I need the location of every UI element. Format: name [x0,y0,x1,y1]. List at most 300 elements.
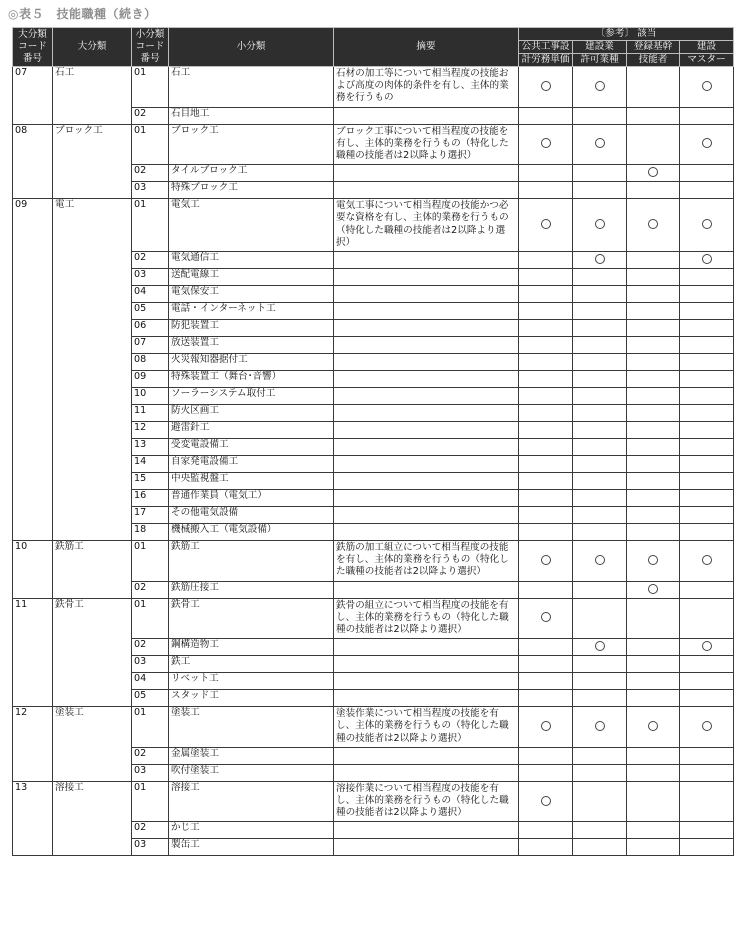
table-row [13,781,734,822]
construction-master-mark-circle-icon [702,254,712,264]
skill-category-table [12,27,734,856]
reference-cell [680,781,734,822]
minor-name-cell: 特殊ブロック工 [169,182,334,199]
reference-cell [573,124,627,165]
reference-cell [519,354,573,371]
reference-cell [519,639,573,656]
minor-code-cell: 01 [132,781,169,822]
major-code-cell: 11 [13,598,53,707]
reference-cell [519,388,573,405]
header-major-name: 大分類 [53,28,132,67]
reference-cell [573,822,627,839]
reference-cell [573,252,627,269]
reference-cell [627,107,680,124]
reference-cell [573,371,627,388]
reference-cell [627,581,680,598]
reference-cell [519,107,573,124]
table-row [13,67,734,108]
reference-cell [680,673,734,690]
reference-cell [680,439,734,456]
reference-cell [573,690,627,707]
minor-name-cell: 電気通信工 [169,252,334,269]
reference-cell [519,781,573,822]
reference-cell [627,388,680,405]
reference-cell [627,764,680,781]
reference-cell [519,405,573,422]
minor-name-cell: 放送装置工 [169,337,334,354]
minor-name-cell: 吹付塗装工 [169,764,334,781]
reference-cell [519,165,573,182]
major-name-cell: 鉄骨工 [53,598,132,707]
summary-cell [334,456,519,473]
minor-name-cell: 送配電線工 [169,269,334,286]
summary-cell [334,303,519,320]
reference-cell [627,371,680,388]
header-ref-col-4: 建設 [680,41,734,54]
registered-core-technician-mark-circle-icon [648,219,658,229]
reference-cell [680,581,734,598]
reference-cell [680,337,734,354]
minor-name-cell: 溶接工 [169,781,334,822]
minor-code-cell: 02 [132,252,169,269]
minor-name-cell: 電気保安工 [169,286,334,303]
reference-cell [680,67,734,108]
header-summary: 摘要 [334,28,519,67]
summary-cell [334,388,519,405]
reference-cell [680,456,734,473]
reference-cell [573,781,627,822]
reference-cell [519,747,573,764]
reference-cell [519,764,573,781]
minor-name-cell: 普通作業員（電気工） [169,490,334,507]
reference-cell [680,690,734,707]
major-code-cell: 08 [13,124,53,199]
minor-name-cell: ブロック工 [169,124,334,165]
minor-code-cell: 12 [132,422,169,439]
reference-cell [680,182,734,199]
major-name-cell: 鉄筋工 [53,541,132,599]
reference-cell [627,439,680,456]
reference-cell [573,182,627,199]
summary-cell [334,839,519,856]
minor-code-cell: 03 [132,656,169,673]
reference-cell [519,371,573,388]
reference-cell [627,839,680,856]
header-ref-col-2: 建設業 [573,41,627,54]
construction-master-mark-circle-icon [702,721,712,731]
minor-code-cell: 03 [132,182,169,199]
reference-cell [573,165,627,182]
reference-cell [573,673,627,690]
minor-name-cell: 防火区画工 [169,405,334,422]
reference-cell [680,371,734,388]
minor-code-cell: 01 [132,598,169,639]
registered-core-technician-mark-circle-icon [648,721,658,731]
public-labor-rate-mark-circle-icon [541,81,551,91]
minor-code-cell: 02 [132,639,169,656]
construction-permit-mark-circle-icon [595,721,605,731]
reference-cell [519,707,573,748]
minor-code-cell: 18 [132,524,169,541]
minor-code-cell: 01 [132,124,169,165]
reference-cell [680,165,734,182]
minor-name-cell: 中央監視盤工 [169,473,334,490]
minor-name-cell: 石目地工 [169,107,334,124]
reference-cell [519,656,573,673]
reference-cell [680,822,734,839]
construction-master-mark-circle-icon [702,81,712,91]
construction-permit-mark-circle-icon [595,219,605,229]
reference-cell [519,182,573,199]
registered-core-technician-mark-circle-icon [648,584,658,594]
reference-cell [680,252,734,269]
minor-code-cell: 02 [132,107,169,124]
reference-cell [573,581,627,598]
minor-name-cell: 電気工 [169,199,334,252]
page-title: ◎表５ 技能職種（続き） [8,7,157,21]
minor-code-cell: 05 [132,690,169,707]
summary-cell [334,107,519,124]
summary-cell: 塗装作業について相当程度の技能を有し、主体的業務を行うもの（特化した職種の技能者は2以降より選択） [334,707,519,748]
summary-cell [334,269,519,286]
reference-cell [519,581,573,598]
reference-cell [680,764,734,781]
reference-cell [519,839,573,856]
minor-name-cell: 電話・インターネット工 [169,303,334,320]
construction-permit-mark-circle-icon [595,138,605,148]
summary-cell [334,581,519,598]
summary-cell [334,165,519,182]
reference-cell [627,199,680,252]
summary-cell [334,673,519,690]
public-labor-rate-mark-circle-icon [541,796,551,806]
minor-name-cell: その他電気設備 [169,507,334,524]
reference-cell [519,422,573,439]
reference-cell [627,422,680,439]
minor-code-cell: 15 [132,473,169,490]
reference-cell [680,199,734,252]
header-ref-col-1-line2: 計労務単価 [519,54,573,67]
summary-cell: 石材の加工等について相当程度の技能および高度の肉体的条件を有し、主体的業務を行うもの [334,67,519,108]
reference-cell [519,673,573,690]
reference-cell [573,199,627,252]
header-ref-col-4-line2: マスター [680,54,734,67]
minor-code-cell: 02 [132,822,169,839]
reference-cell [519,822,573,839]
minor-name-cell: 鉄骨工 [169,598,334,639]
public-labor-rate-mark-circle-icon [541,555,551,565]
construction-permit-mark-circle-icon [595,81,605,91]
construction-permit-mark-circle-icon [595,555,605,565]
summary-cell [334,524,519,541]
minor-name-cell: 火災報知器据付工 [169,354,334,371]
minor-name-cell: リベット工 [169,673,334,690]
reference-cell [573,107,627,124]
header-ref-col-1: 公共工事設 [519,41,573,54]
minor-name-cell: 鋼構造物工 [169,639,334,656]
minor-name-cell: 避雷針工 [169,422,334,439]
reference-cell [680,639,734,656]
minor-name-cell: 自家発電設備工 [169,456,334,473]
reference-cell [519,199,573,252]
header-major-code: 大分類 コード 番号 [13,28,53,67]
minor-name-cell: 受変電設備工 [169,439,334,456]
reference-cell [680,320,734,337]
reference-cell [627,639,680,656]
major-code-cell: 12 [13,707,53,782]
major-name-cell: 石工 [53,67,132,125]
minor-code-cell: 03 [132,839,169,856]
minor-code-cell: 03 [132,269,169,286]
minor-name-cell: 製缶工 [169,839,334,856]
reference-cell [573,456,627,473]
minor-name-cell: 金属塗装工 [169,747,334,764]
reference-cell [680,747,734,764]
minor-code-cell: 13 [132,439,169,456]
reference-cell [519,473,573,490]
reference-cell [519,541,573,582]
reference-cell [680,269,734,286]
construction-permit-mark-circle-icon [595,254,605,264]
reference-cell [519,439,573,456]
reference-cell [573,388,627,405]
reference-cell [519,456,573,473]
reference-cell [627,337,680,354]
registered-core-technician-mark-circle-icon [648,555,658,565]
summary-cell [334,822,519,839]
table-body [13,67,734,856]
reference-cell [680,422,734,439]
reference-cell [627,524,680,541]
minor-code-cell: 03 [132,764,169,781]
minor-code-cell: 17 [132,507,169,524]
reference-cell [519,303,573,320]
reference-cell [627,165,680,182]
minor-code-cell: 02 [132,581,169,598]
reference-cell [573,639,627,656]
minor-code-cell: 07 [132,337,169,354]
reference-cell [627,747,680,764]
registered-core-technician-mark-circle-icon [648,167,658,177]
minor-code-cell: 02 [132,165,169,182]
construction-permit-mark-circle-icon [595,641,605,651]
reference-cell [573,764,627,781]
summary-cell [334,182,519,199]
header-ref-col-2-line2: 許可業種 [573,54,627,67]
minor-code-cell: 10 [132,388,169,405]
summary-cell [334,422,519,439]
major-code-cell: 10 [13,541,53,599]
reference-cell [573,839,627,856]
table-header [13,28,734,67]
reference-cell [573,439,627,456]
reference-cell [680,303,734,320]
reference-cell [519,320,573,337]
reference-cell [680,656,734,673]
minor-name-cell: 石工 [169,67,334,108]
reference-cell [680,541,734,582]
reference-cell [627,673,680,690]
reference-cell [573,286,627,303]
reference-cell [519,690,573,707]
reference-cell [519,252,573,269]
summary-cell [334,639,519,656]
major-name-cell: 塗装工 [53,707,132,782]
reference-cell [680,524,734,541]
reference-cell [627,182,680,199]
minor-name-cell: 特殊装置工（舞台･音響） [169,371,334,388]
minor-code-cell: 08 [132,354,169,371]
major-name-cell: ブロック工 [53,124,132,199]
major-code-cell: 09 [13,199,53,541]
summary-cell: 鉄筋の加工組立について相当程度の技能を有し、主体的業務を行うもの（特化した職種の技能者は2以降より選択） [334,541,519,582]
reference-cell [573,747,627,764]
reference-cell [627,320,680,337]
summary-cell [334,690,519,707]
reference-cell [627,656,680,673]
reference-cell [680,507,734,524]
summary-cell [334,656,519,673]
minor-name-cell: 機械搬入工（電気設備） [169,524,334,541]
reference-cell [627,822,680,839]
reference-cell [627,269,680,286]
minor-code-cell: 06 [132,320,169,337]
reference-cell [519,524,573,541]
reference-cell [680,286,734,303]
summary-cell: 鉄骨の組立について相当程度の技能を有し、主体的業務を行うもの（特化した職種の技能者は2以降より選択） [334,598,519,639]
reference-cell [627,354,680,371]
reference-cell [519,286,573,303]
reference-cell [573,422,627,439]
reference-cell [519,67,573,108]
minor-code-cell: 01 [132,541,169,582]
summary-cell: 溶接作業について相当程度の技能を有し、主体的業務を行うもの（特化した職種の技能者は2以降より選択） [334,781,519,822]
minor-code-cell: 02 [132,747,169,764]
minor-code-cell: 16 [132,490,169,507]
reference-cell [680,107,734,124]
reference-cell [627,252,680,269]
reference-cell [519,598,573,639]
minor-name-cell: 防犯装置工 [169,320,334,337]
table-row [13,598,734,639]
reference-cell [573,67,627,108]
summary-cell [334,354,519,371]
minor-code-cell: 01 [132,67,169,108]
reference-cell [680,839,734,856]
summary-cell [334,337,519,354]
summary-cell [334,405,519,422]
reference-cell [627,473,680,490]
construction-master-mark-circle-icon [702,641,712,651]
reference-cell [519,337,573,354]
construction-master-mark-circle-icon [702,555,712,565]
reference-cell [573,490,627,507]
major-name-cell: 電工 [53,199,132,541]
reference-cell [519,490,573,507]
reference-cell [680,405,734,422]
reference-cell [573,598,627,639]
reference-cell [680,124,734,165]
header-ref-col-3-line2: 技能者 [627,54,680,67]
summary-cell [334,252,519,269]
summary-cell [334,286,519,303]
reference-cell [519,507,573,524]
public-labor-rate-mark-circle-icon [541,138,551,148]
reference-cell [680,598,734,639]
summary-cell: ブロック工事について相当程度の技能を有し、主体的業務を行うもの（特化した職種の技能者は2以降より選択） [334,124,519,165]
reference-cell [573,524,627,541]
reference-cell [627,507,680,524]
header-reference: 〔参考〕 該当 [519,28,734,41]
public-labor-rate-mark-circle-icon [541,219,551,229]
reference-cell [627,124,680,165]
reference-cell [573,303,627,320]
reference-cell [573,541,627,582]
reference-cell [573,405,627,422]
reference-cell [680,473,734,490]
summary-cell [334,320,519,337]
reference-cell [680,388,734,405]
reference-cell [627,598,680,639]
major-code-cell: 13 [13,781,53,856]
minor-name-cell: スタッド工 [169,690,334,707]
summary-cell [334,439,519,456]
minor-code-cell: 14 [132,456,169,473]
reference-cell [573,320,627,337]
minor-code-cell: 09 [132,371,169,388]
table-row [13,707,734,748]
minor-name-cell: 鉄筋工 [169,541,334,582]
construction-master-mark-circle-icon [702,219,712,229]
reference-cell [627,67,680,108]
reference-cell [627,781,680,822]
minor-name-cell: ソーラーシステム取付工 [169,388,334,405]
reference-cell [627,707,680,748]
table-row [13,124,734,165]
header-minor-code: 小分類 コード 番号 [132,28,169,67]
reference-cell [573,656,627,673]
minor-code-cell: 04 [132,286,169,303]
reference-cell [519,124,573,165]
minor-name-cell: 鉄工 [169,656,334,673]
summary-cell: 電気工事について相当程度の技能かつ必要な資格を有し、主体的業務を行うもの（特化した職種の技能者は2以降より選択） [334,199,519,252]
reference-cell [627,303,680,320]
reference-cell [680,354,734,371]
reference-cell [519,269,573,286]
reference-cell [573,507,627,524]
construction-master-mark-circle-icon [702,138,712,148]
reference-cell [627,286,680,303]
summary-cell [334,747,519,764]
reference-cell [573,354,627,371]
table-row [13,541,734,582]
reference-cell [627,456,680,473]
reference-cell [573,473,627,490]
reference-cell [680,490,734,507]
header-ref-col-3: 登録基幹 [627,41,680,54]
major-code-cell: 07 [13,67,53,125]
minor-name-cell: タイルブロック工 [169,165,334,182]
reference-cell [627,690,680,707]
reference-cell [627,405,680,422]
minor-code-cell: 05 [132,303,169,320]
minor-name-cell: かじ工 [169,822,334,839]
major-name-cell: 溶接工 [53,781,132,856]
reference-cell [573,269,627,286]
summary-cell [334,490,519,507]
public-labor-rate-mark-circle-icon [541,612,551,622]
summary-cell [334,371,519,388]
